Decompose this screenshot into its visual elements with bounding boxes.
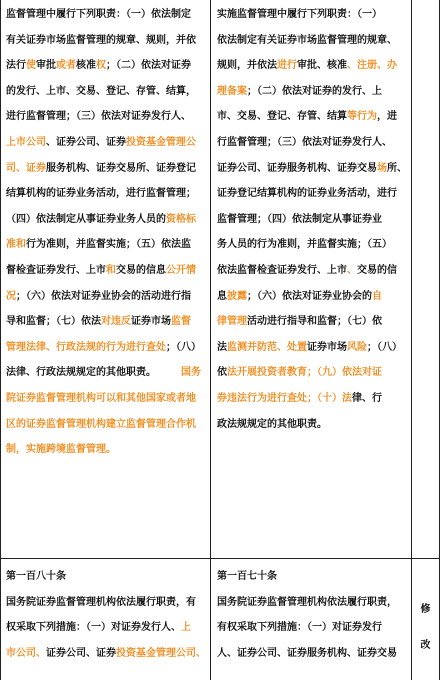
- text-line: [217, 53, 407, 79]
- text-segment: ；（八）: [367, 341, 402, 353]
- text-segment: 法律、行政法规规定的其他职责。: [6, 367, 151, 379]
- text-line: [6, 2, 201, 28]
- text-line: [217, 2, 407, 28]
- highlighted-change: 律管理: [217, 316, 247, 328]
- highlighted-change: 或者: [56, 60, 76, 72]
- remark-char: 修: [420, 604, 431, 615]
- highlighted-change: 资格标: [166, 213, 196, 225]
- text-segment: 证券市场: [307, 341, 347, 353]
- text-segment: ；（六）依法对证券业协会的活动进行指: [16, 290, 191, 302]
- text-line: [217, 641, 397, 667]
- text-segment: 交易的信: [357, 264, 397, 276]
- text-segment: 导和监督；（七）依法: [6, 316, 101, 328]
- text-line: [6, 590, 206, 616]
- text-line: [217, 79, 407, 105]
- text-line: [217, 104, 407, 130]
- text-segment: 核准: [76, 60, 96, 72]
- text-segment: 证券登记结算机构的证券业务活动，进行: [217, 188, 397, 200]
- text-line: [6, 232, 201, 258]
- text-line: [217, 232, 407, 258]
- text-line: [6, 104, 201, 130]
- text-segment: 有关证券市场监督管理的规章、规则，并依: [6, 34, 196, 46]
- text-line: [217, 412, 407, 438]
- highlighted-change: 对违反: [101, 316, 131, 328]
- text-segment: 规则，并依法: [217, 60, 277, 72]
- text-segment: 息: [217, 290, 227, 302]
- highlighted-change: 等行为: [347, 111, 377, 123]
- text-segment: 市、交易、登记、存管、结算: [217, 111, 347, 123]
- text-line: [6, 130, 201, 156]
- text-line: [6, 53, 201, 79]
- text-segment: 进行监督管理；（三）依法对证券发行人、: [6, 111, 191, 123]
- highlighted-change: 披露: [227, 290, 247, 302]
- remark-char: 改: [420, 640, 431, 651]
- highlighted-change: 、: [347, 264, 357, 276]
- column-divider-2: [411, 0, 412, 680]
- text-line: [217, 130, 407, 156]
- row2-remark: [412, 592, 439, 664]
- text-segment: 第一百八十条: [6, 571, 66, 582]
- text-segment: 证券公司、证券服务机构、证券交易: [217, 162, 377, 174]
- text-segment: 国务院证券监督管理机构依法履行职责，有: [6, 596, 196, 608]
- text-segment: 政法规规定的其他职责。: [217, 418, 327, 430]
- text-segment: 行监督管理；（三）依法对证券发行人、: [217, 136, 392, 148]
- text-segment: 人、证券公司、证券服务机构、证券交易: [217, 647, 397, 659]
- text-line: [6, 79, 201, 105]
- highlighted-change: 国务: [151, 367, 201, 379]
- text-segment: 、证券公司、证券: [46, 136, 126, 148]
- text-line: [217, 156, 407, 182]
- text-segment: 权采取下列措施：（一）对证券发行人、: [6, 622, 181, 634]
- text-line: [6, 360, 201, 386]
- highlighted-change: 上: [181, 622, 191, 634]
- text-line: [217, 207, 407, 233]
- text-line: [217, 360, 407, 386]
- text-segment: 证券市场: [131, 316, 171, 328]
- highlighted-change: 况: [6, 290, 16, 302]
- text-segment: 所、: [387, 162, 407, 174]
- column-divider-1: [210, 0, 211, 680]
- table-border-left: [0, 0, 1, 680]
- text-segment: 审批: [36, 60, 56, 72]
- text-segment: ，进: [377, 111, 397, 123]
- highlighted-change: 司、证券: [6, 162, 46, 174]
- text-line: [6, 412, 201, 438]
- highlighted-change: 权: [96, 60, 106, 72]
- row-divider: [0, 558, 440, 559]
- highlighted-change: 场: [377, 162, 387, 174]
- highlighted-change: 区的证券监督管理机构建立监督管理合作机: [6, 418, 196, 430]
- highlighted-change: 监督: [171, 316, 191, 328]
- text-segment: 督检查证券发行、上市: [6, 264, 106, 276]
- text-segment: ；（二）依法对证券的发行、上: [247, 85, 382, 97]
- text-line: [6, 309, 201, 335]
- text-segment: 国务院证券监督管理机构依法履行职责，: [217, 596, 397, 608]
- highlighted-change: 法开展投资者教育；（九）依法对证: [227, 367, 382, 379]
- text-segment: 结算机构的证券业务活动，进行监督管理；: [6, 188, 196, 200]
- text-line: [217, 181, 407, 207]
- text-line: [6, 564, 206, 590]
- text-segment: 交易的信息: [116, 264, 166, 276]
- text-line: [6, 615, 206, 641]
- text-line: [217, 615, 397, 641]
- text-segment: 的发行、上市、交易、登记、存管、结算，: [6, 85, 196, 97]
- text-line: [217, 284, 407, 310]
- highlighted-change: 自: [372, 290, 382, 302]
- highlighted-change: 风险: [347, 341, 367, 353]
- text-segment: 监督管理；（四）依法制定从事证券业: [217, 213, 382, 225]
- text-line: [6, 207, 201, 233]
- text-segment: 有权采取下列措施：（一）对证券发行: [217, 622, 382, 634]
- text-line: [217, 564, 397, 590]
- highlighted-change: 使: [26, 60, 36, 72]
- text-line: [217, 335, 407, 361]
- text-segment: 法行: [6, 60, 26, 72]
- text-line: [217, 258, 407, 284]
- text-segment: 第一百七十条: [217, 571, 277, 582]
- highlighted-change: 院证券监督管理机构可以和其他国家或者地: [6, 392, 196, 404]
- text-line: [6, 641, 206, 667]
- text-segment: 行为准则，并监督实施；（五）依法监: [26, 239, 191, 251]
- text-line: [217, 386, 407, 412]
- text-segment: 证券公司、证券: [46, 647, 116, 659]
- text-segment: 依法监督检查证券发行、上市: [217, 264, 347, 276]
- highlighted-change: 管理法律、行政法规的行为进行查处: [6, 341, 166, 353]
- text-segment: ；（八）: [166, 341, 201, 353]
- text-line: [6, 156, 201, 182]
- text-line: [6, 386, 201, 412]
- text-segment: 依: [217, 367, 227, 379]
- text-segment: ；（二）依法对证券: [106, 60, 191, 72]
- text-line: [6, 258, 201, 284]
- text-line: [217, 28, 407, 54]
- text-line: [6, 437, 201, 463]
- row1-old-text: [6, 2, 201, 463]
- text-segment: 法: [217, 341, 227, 353]
- highlighted-change: 、注册、办: [347, 60, 397, 72]
- highlighted-change: 市公司、: [6, 647, 46, 659]
- text-segment: （四）依法制定从事证券业务人员的: [6, 213, 166, 225]
- highlighted-change: 进行: [277, 60, 297, 72]
- text-line: [6, 335, 201, 361]
- highlighted-change: 上市公司: [6, 136, 46, 148]
- highlighted-change: 监测并防范、处置: [227, 341, 307, 353]
- text-line: [6, 28, 201, 54]
- text-segment: 活动进行指导和监督；（七）依: [247, 316, 382, 328]
- highlighted-change: 券违法行为进行查处；（十）法: [217, 392, 352, 404]
- highlighted-change: 公开情: [166, 264, 196, 276]
- text-segment: 务人员的行为准则，并监督实施；（五）: [217, 239, 392, 251]
- text-segment: 律、行: [352, 392, 382, 404]
- text-line: [217, 309, 407, 335]
- row2-new-text: [217, 564, 397, 666]
- highlighted-change: 理备案: [217, 85, 247, 97]
- text-segment: 依法制定有关证券市场监督管理的规章、: [217, 34, 397, 46]
- text-segment: 监督管理中履行下列职责：（一）依法制定: [6, 9, 191, 20]
- text-segment: 服务机构、证券交易所、证券登记: [46, 162, 196, 174]
- highlighted-change: 和: [106, 264, 116, 276]
- text-segment: 实施监督管理中履行下列职责：（一）: [217, 9, 382, 20]
- text-line: [217, 590, 397, 616]
- row1-new-text: [217, 2, 407, 437]
- highlighted-change: 制，实施跨境监督管理。: [6, 444, 116, 456]
- row2-old-text: [6, 564, 206, 666]
- highlighted-change: 投资基金管理公: [126, 136, 196, 148]
- highlighted-change: 准和: [6, 239, 26, 251]
- text-line: [6, 284, 201, 310]
- text-segment: 审批、核准: [297, 60, 347, 72]
- highlighted-change: 投资基金管理公司、: [116, 647, 206, 659]
- text-line: [6, 181, 201, 207]
- text-segment: ；（六）依法对证券业协会的: [247, 290, 372, 302]
